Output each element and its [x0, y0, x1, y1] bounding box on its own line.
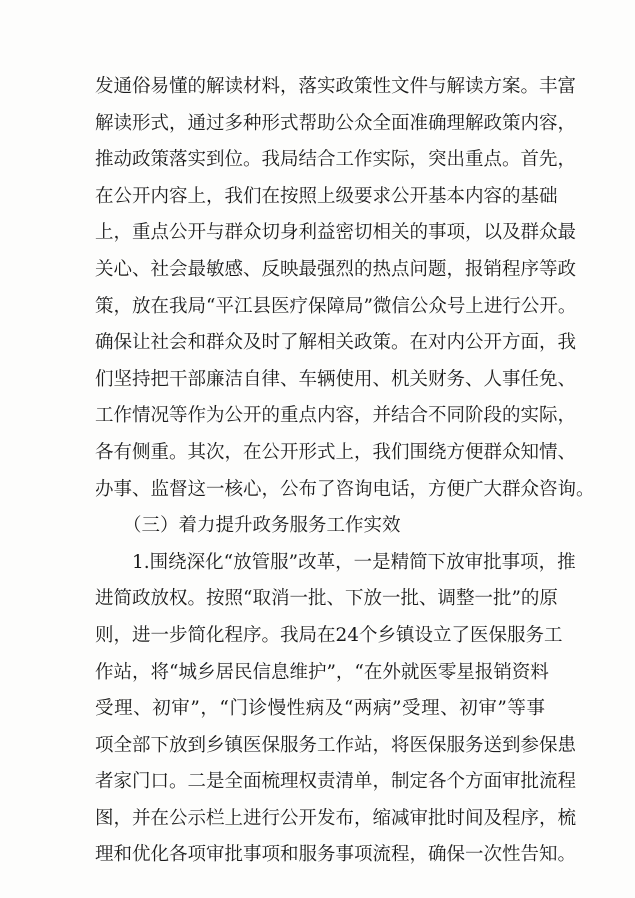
text-line: 工作情况等作为公开的重点内容，并结合不同阶段的实际， — [95, 405, 577, 427]
text-line: 策，放在我局“平江县医疗保障局”微信公众号上进行公开。 — [95, 295, 577, 317]
text-line: 解读形式，通过多种形式帮助公众全面准确理解政策内容， — [95, 112, 577, 134]
text-line: 关心、社会最敏感、反映最强烈的热点问题，报销程序等政 — [95, 258, 577, 280]
section-heading: （三）着力提升政务服务工作实效 — [123, 515, 401, 537]
text-line: 发通俗易懂的解读材料，落实政策性文件与解读方案。丰富 — [95, 76, 577, 97]
text-line: 确保让社会和群众及时了解相关政策。在对内公开方面，我 — [95, 332, 577, 354]
text-line: 受理、初审”，“门诊慢性病及“两病”受理、初审”等事 — [95, 698, 545, 720]
text-line: 们坚持把干部廉洁自律、车辆使用、机关财务、人事任免、 — [95, 368, 577, 390]
text-line: 1.围绕深化“放管服”改革，一是精简下放审批事项，推 — [132, 551, 576, 573]
text-line: 作站，将“城乡居民信息维护”，“在外就医零星报销资料 — [95, 661, 549, 683]
text-line: 上，重点公开与群众切身利益密切相关的事项，以及群众最 — [95, 222, 577, 244]
text-line: 则，进一步简化程序。我局在24个乡镇设立了医保服务工 — [95, 624, 563, 646]
text-line: 各有侧重。其次，在公开形式上，我们围绕方便群众知情、 — [95, 441, 577, 463]
text-line: 推动政策落实到位。我局结合工作实际，突出重点。首先， — [95, 149, 577, 171]
text-line: 项全部下放到乡镇医保服务工作站，将医保服务送到参保患 — [95, 734, 577, 756]
text-line: 图，并在公示栏上进行公开发布，缩减审批时间及程序，梳 — [95, 807, 577, 829]
text-line: 理和优化各项审批事项和服务事项流程，确保一次性告知。 — [95, 844, 577, 866]
text-line: 者家门口。二是全面梳理权责清单，制定各个方面审批流程 — [95, 771, 577, 793]
text-line: 在公开内容上，我们在按照上级要求公开基本内容的基础 — [95, 185, 558, 207]
body-text — [95, 69, 595, 874]
text-line: 办事、监督这一核心，公布了咨询电话，方便广大群众咨询。 — [95, 478, 595, 500]
text-line: 进简政放权。按照“取消一批、下放一批、调整一批”的原 — [95, 588, 558, 610]
